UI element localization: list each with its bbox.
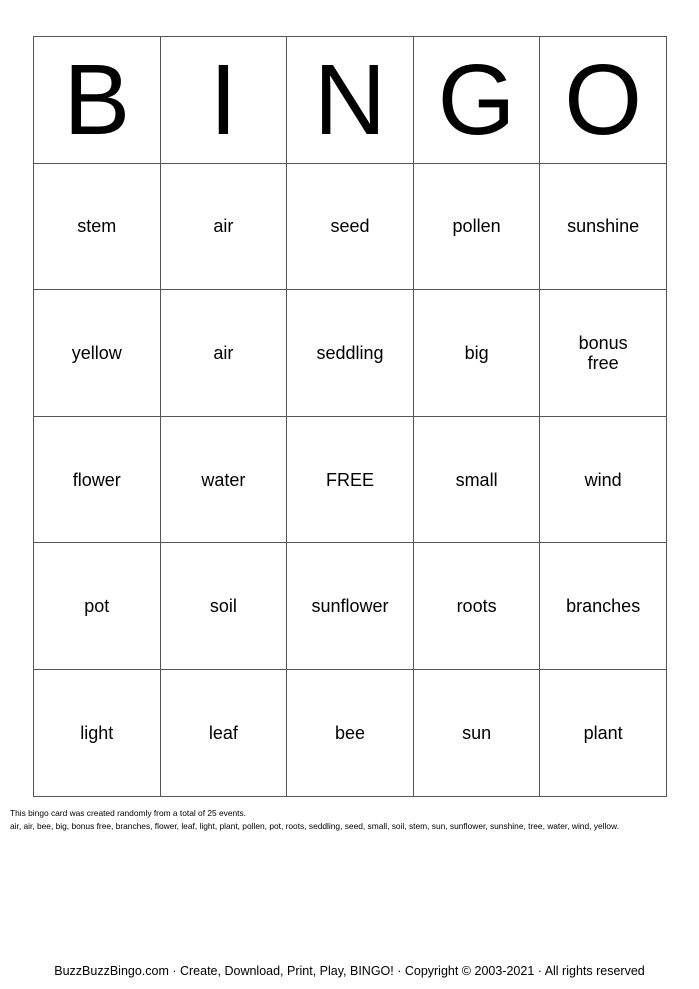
- note-event-list: air, air, bee, big, bonus free, branches, flower, leaf, light, plant, pollen, pot, roots, seddling, seed, small, soil, stem, sun, sunflower, sunshine, tree, water, wind, yellow.: [10, 821, 619, 831]
- bingo-cell: wind: [540, 416, 667, 543]
- bingo-cell: air: [160, 290, 287, 417]
- bingo-cell: pollen: [413, 163, 540, 290]
- bingo-cell: light: [34, 669, 161, 796]
- bingo-cell: branches: [540, 543, 667, 670]
- header-letter: O: [540, 37, 667, 164]
- card-row: [34, 543, 667, 670]
- bingo-cell: sunshine: [540, 163, 667, 290]
- bingo-cell: roots: [413, 543, 540, 670]
- header-letter: I: [160, 37, 287, 164]
- bingo-cell: sunflower: [287, 543, 414, 670]
- bingo-cell: water: [160, 416, 287, 543]
- bingo-cell: bonus free: [540, 290, 667, 417]
- bingo-cell: leaf: [160, 669, 287, 796]
- bingo-cell: air: [160, 163, 287, 290]
- footer: BuzzBuzzBingo.com · Create, Download, Print, Play, BINGO! · Copyright © 2003-2021 · All rights reserved: [54, 964, 645, 978]
- header-letter: N: [287, 37, 414, 164]
- header-letter: B: [34, 37, 161, 164]
- bingo-cell: yellow: [34, 290, 161, 417]
- bingo-cell: pot: [34, 543, 161, 670]
- note-summary: This bingo card was created randomly from a total of 25 events.: [10, 808, 247, 818]
- bingo-cell: plant: [540, 669, 667, 796]
- bingo-cell: soil: [160, 543, 287, 670]
- bingo-cell: sun: [413, 669, 540, 796]
- bingo-cell: seed: [287, 163, 414, 290]
- bingo-cell: stem: [34, 163, 161, 290]
- bingo-card: [33, 36, 667, 797]
- bingo-cell: bee: [287, 669, 414, 796]
- bingo-cell: small: [413, 416, 540, 543]
- header-row: [34, 37, 667, 164]
- card-note: [10, 807, 690, 833]
- bingo-cell: big: [413, 290, 540, 417]
- header-letter: G: [413, 37, 540, 164]
- bingo-cell: seddling: [287, 290, 414, 417]
- card-row: [34, 163, 667, 290]
- bingo-cell: flower: [34, 416, 161, 543]
- card-row: [34, 290, 667, 417]
- bingo-cell: FREE: [287, 416, 414, 543]
- card-row: [34, 669, 667, 796]
- card-row: [34, 416, 667, 543]
